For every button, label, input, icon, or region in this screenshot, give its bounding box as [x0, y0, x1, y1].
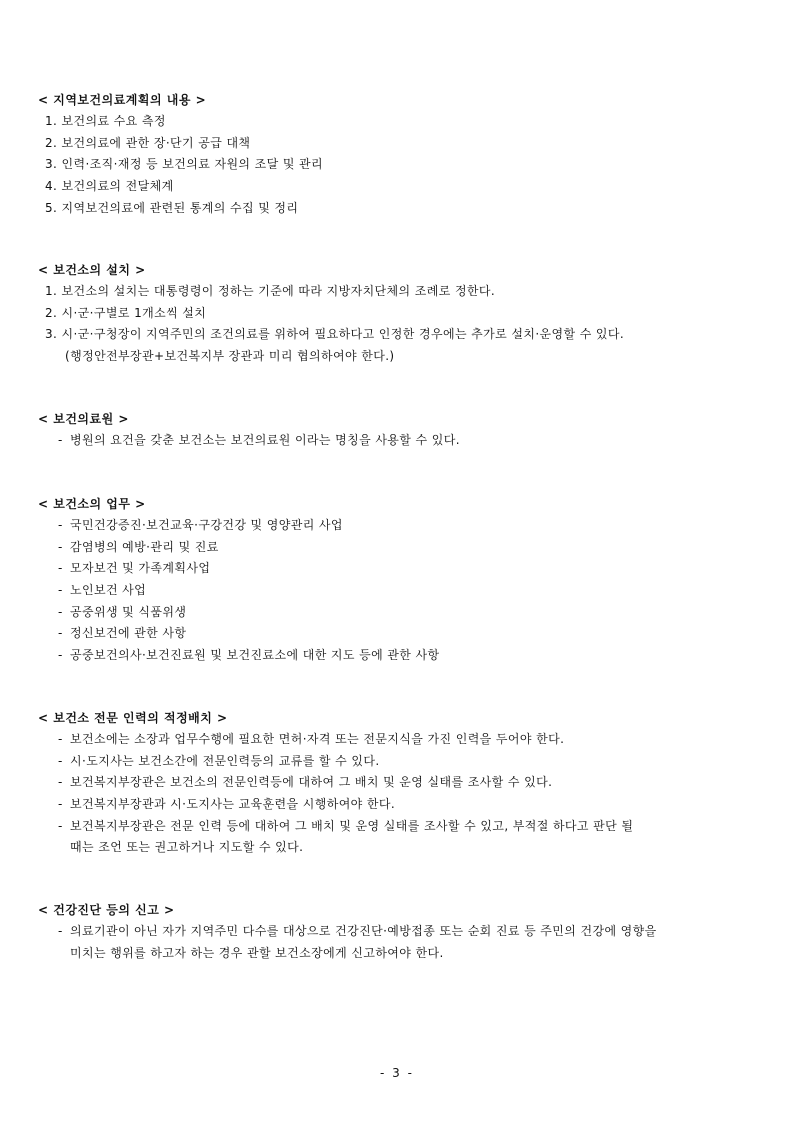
list-item — [38, 623, 758, 645]
section-heading: < 보건소의 업무 > — [38, 497, 146, 511]
list-item — [38, 921, 758, 943]
list-item-text: 보건복지부장관과 시·도지사는 교육훈련을 시행하여야 한다. — [70, 797, 396, 812]
list-item: 1. 보건의료 수요 측정 — [45, 114, 166, 128]
list-item — [38, 772, 758, 794]
list-item — [38, 602, 758, 624]
list-item-text: 보건복지부장관은 보건소의 전문인력등에 대하여 그 배치 및 운영 실태를 조사할 수 있다. — [70, 775, 553, 790]
dash-bullet: - — [58, 518, 63, 532]
list-item-text: 노인보건 사업 — [70, 583, 147, 598]
section-regional-health-plan — [38, 90, 758, 219]
list-item-text: 병원의 요건을 갖춘 보건소는 보건의료원 이라는 명칭을 사용할 수 있다. — [70, 433, 460, 447]
list-item — [38, 580, 758, 602]
section-professional-staffing — [38, 708, 758, 859]
list-item — [38, 537, 758, 559]
dash-bullet: - — [58, 818, 63, 833]
dash-bullet: - — [58, 433, 63, 447]
list-item-text: 보건소에는 소장과 업무수행에 필요한 면허·자격 또는 전문지식을 가진 인력을 두어야 한다. — [70, 732, 565, 746]
list-item — [38, 729, 758, 751]
section-health-medical-center — [38, 409, 758, 452]
list-item-continuation: (행정안전부장관+보건복지부 장관과 미리 협의하여야 한다.) — [65, 349, 395, 364]
dash-bullet: - — [58, 626, 63, 641]
list-item-text: 보건복지부장관은 전문 인력 등에 대하여 그 배치 및 운영 실태를 조사할 수 있고, 부적절 하다고 판단 될 — [70, 818, 634, 833]
list-item — [38, 816, 758, 838]
list-item — [38, 558, 758, 580]
section-health-checkup-report — [38, 900, 758, 964]
list-item — [38, 794, 758, 816]
dash-bullet: - — [58, 775, 63, 790]
list-item-continuation: 미치는 행위를 하고자 하는 경우 관할 보건소장에게 신고하여야 한다. — [70, 945, 444, 960]
list-item-text: 의료기관이 아닌 자가 지역주민 다수를 대상으로 건강진단·예방접종 또는 순회 진료 등 주민의 건강에 영향을 — [70, 924, 657, 938]
list-item: 4. 보건의료의 전달체계 — [45, 179, 174, 194]
dash-bullet: - — [58, 561, 63, 576]
dash-bullet: - — [58, 648, 63, 663]
page-number: - 3 - — [380, 1066, 414, 1080]
dash-bullet: - — [58, 539, 63, 554]
section-heading: < 건강진단 등의 신고 > — [38, 903, 175, 917]
section-health-center-duties — [38, 494, 758, 667]
list-item-text: 시·도지사는 보건소간에 전문인력등의 교류를 할 수 있다. — [70, 753, 380, 768]
list-item: 2. 보건의료에 관한 장·단기 공급 대책 — [45, 135, 251, 150]
dash-bullet: - — [58, 732, 63, 746]
dash-bullet: - — [58, 604, 63, 619]
section-health-center-establishment — [38, 260, 758, 368]
list-item-text: 국민건강증진·보건교육·구강건강 및 영양관리 사업 — [70, 518, 343, 532]
dash-bullet: - — [58, 797, 63, 812]
list-item-text: 공중위생 및 식품위생 — [70, 604, 187, 619]
list-item — [38, 645, 758, 667]
list-item: 1. 보건소의 설치는 대통령령이 정하는 기준에 따라 지방자치단체의 조례로 정한다. — [45, 284, 496, 298]
list-item-text: 감염병의 예방·관리 및 진료 — [70, 539, 219, 554]
list-item-text: 공중보건의사·보건진료원 및 보건진료소에 대한 지도 등에 관한 사항 — [70, 648, 440, 663]
list-item: 2. 시·군·구별로 1개소씩 설치 — [45, 305, 207, 320]
list-item: 3. 시·군·구청장이 지역주민의 조건의료를 위하여 필요하다고 인정한 경우에는 추가로 설치·운영할 수 있다. — [45, 327, 625, 342]
list-item — [38, 430, 758, 452]
section-heading: < 보건소 전문 인력의 적정배치 > — [38, 711, 228, 725]
list-item — [38, 515, 758, 537]
dash-bullet: - — [58, 753, 63, 768]
list-item: 3. 인력·조직·재정 등 보건의료 자원의 조달 및 관리 — [45, 157, 324, 172]
list-item-continuation: 때는 조언 또는 권고하거나 지도할 수 있다. — [70, 840, 304, 855]
dash-bullet: - — [58, 924, 63, 938]
list-item-text: 모자보건 및 가족계획사업 — [70, 561, 211, 576]
section-heading: < 보건소의 설치 > — [38, 263, 146, 277]
section-heading: < 보건의료원 > — [38, 412, 129, 426]
dash-bullet: - — [58, 583, 63, 598]
section-heading: < 지역보건의료계획의 내용 > — [38, 93, 207, 107]
list-item-text: 정신보건에 관한 사항 — [70, 626, 187, 641]
list-item — [38, 751, 758, 773]
list-item: 5. 지역보건의료에 관련된 통계의 수집 및 정리 — [45, 200, 299, 215]
